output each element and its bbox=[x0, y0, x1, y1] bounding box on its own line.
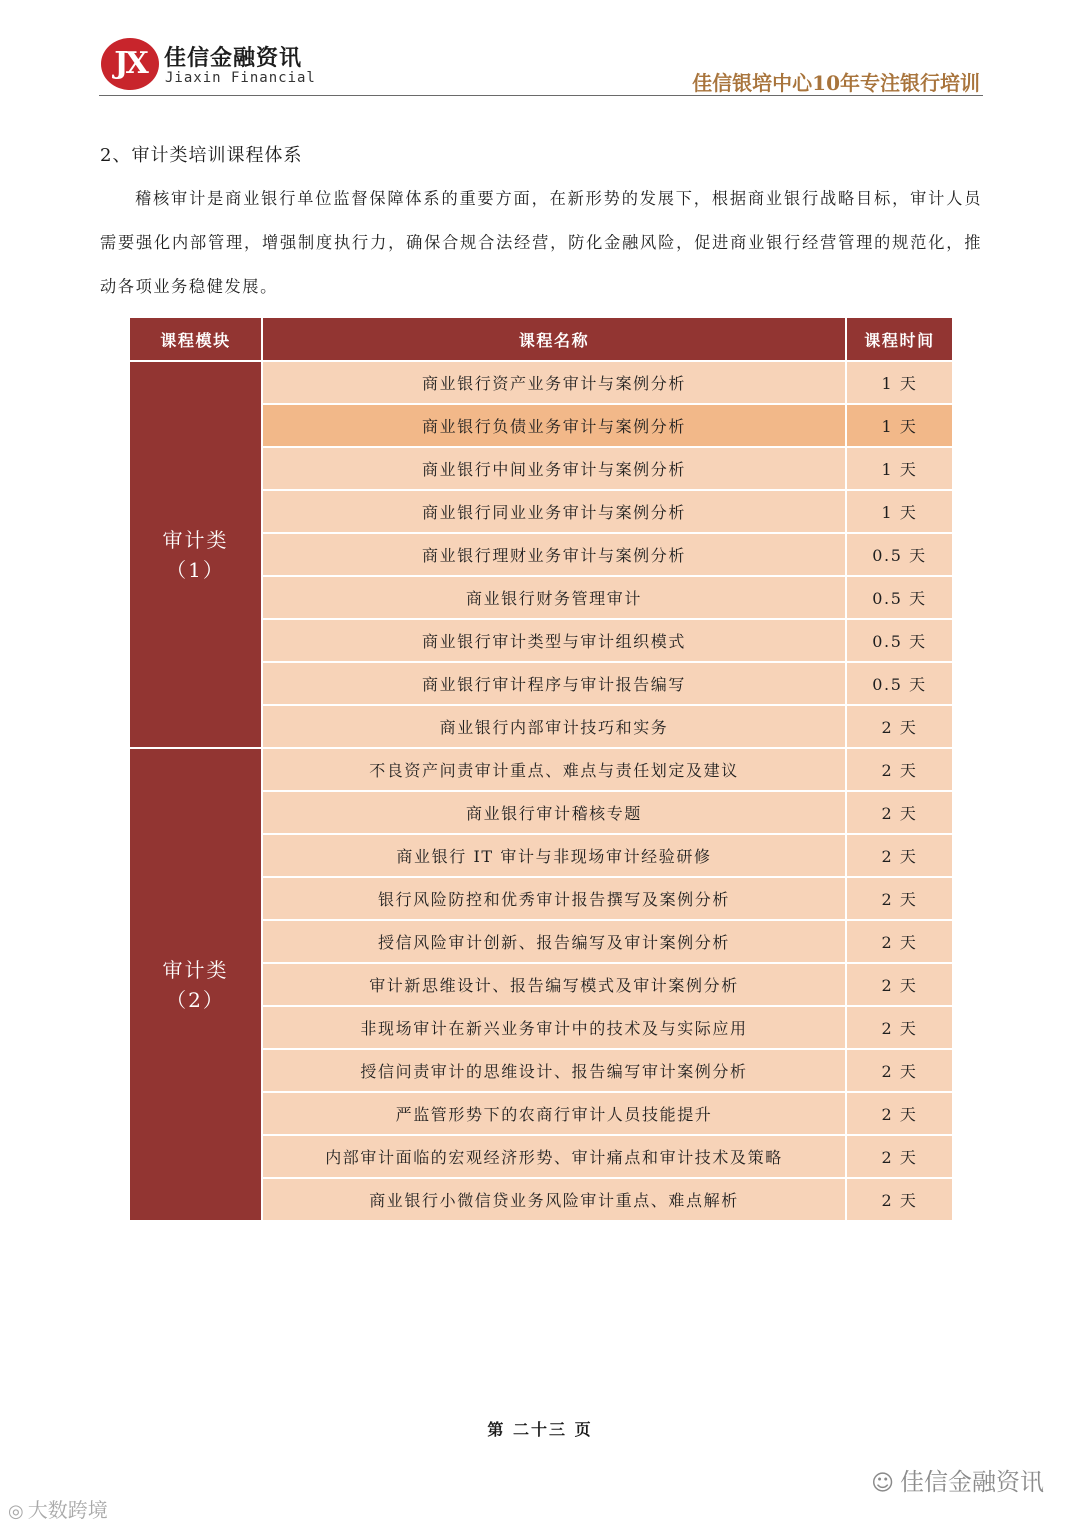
course-name-cell: 商业银行理财业务审计与案例分析 bbox=[262, 533, 846, 576]
page-number: 第 二十三 页 bbox=[487, 1420, 593, 1439]
course-name-cell: 商业银行审计稽核专题 bbox=[262, 791, 846, 834]
header-module: 课程模块 bbox=[129, 317, 262, 361]
jx-logo-icon: JX bbox=[101, 38, 159, 90]
header-time: 课程时间 bbox=[846, 317, 953, 361]
course-name-cell: 商业银行内部审计技巧和实务 bbox=[262, 705, 846, 748]
module-label: 审计类 bbox=[162, 957, 229, 982]
course-name-cell: 不良资产问责审计重点、难点与责任划定及建议 bbox=[262, 748, 846, 791]
course-name-cell: 商业银行中间业务审计与案例分析 bbox=[262, 447, 846, 490]
watermark-right bbox=[871, 1462, 1044, 1497]
module-cell bbox=[129, 361, 262, 748]
page-header bbox=[0, 0, 1080, 100]
wechat-icon: ☺ bbox=[871, 1471, 894, 1496]
course-time-cell: 2 天 bbox=[846, 963, 953, 1006]
course-time-cell: 1 天 bbox=[846, 490, 953, 533]
course-time-cell: 2 天 bbox=[846, 748, 953, 791]
brand-icon: ◎ bbox=[8, 1501, 24, 1522]
header-name: 课程名称 bbox=[262, 317, 846, 361]
course-name-cell: 商业银行资产业务审计与案例分析 bbox=[262, 361, 846, 404]
module-cell bbox=[129, 748, 262, 1221]
course-time-cell: 0.5 天 bbox=[846, 662, 953, 705]
course-time-cell: 2 天 bbox=[846, 920, 953, 963]
header-slogan: 佳信银培中心10年专注银行培训 bbox=[692, 71, 980, 95]
course-time-cell: 1 天 bbox=[846, 447, 953, 490]
course-time-cell: 2 天 bbox=[846, 1178, 953, 1221]
section-paragraph: 稽核审计是商业银行单位监督保障体系的重要方面，在新形势的发展下，根据商业银行战略目标，审计人员需要强化内部管理，增强制度执行力，确保合规合法经营，防化金融风险，促进商业银行经营管理的规范化，推动各项业务稳健发展。 bbox=[100, 189, 982, 296]
course-name-cell: 严监管形势下的农商行审计人员技能提升 bbox=[262, 1092, 846, 1135]
course-time-cell: 2 天 bbox=[846, 1049, 953, 1092]
course-name-cell: 审计新思维设计、报告编写模式及审计案例分析 bbox=[262, 963, 846, 1006]
header-divider bbox=[99, 95, 983, 96]
course-time-cell: 1 天 bbox=[846, 361, 953, 404]
course-name-cell: 授信问责审计的思维设计、报告编写审计案例分析 bbox=[262, 1049, 846, 1092]
module-label: 审计类 bbox=[162, 527, 229, 552]
course-name-cell: 商业银行同业业务审计与案例分析 bbox=[262, 490, 846, 533]
course-name-cell: 内部审计面临的宏观经济形势、审计痛点和审计技术及策略 bbox=[262, 1135, 846, 1178]
course-name-cell: 商业银行审计程序与审计报告编写 bbox=[262, 662, 846, 705]
course-name-cell: 商业银行小微信贷业务风险审计重点、难点解析 bbox=[262, 1178, 846, 1221]
table-row bbox=[129, 748, 953, 791]
course-name-cell: 授信风险审计创新、报告编写及审计案例分析 bbox=[262, 920, 846, 963]
course-time-cell: 2 天 bbox=[846, 1135, 953, 1178]
course-time-cell: 2 天 bbox=[846, 877, 953, 920]
course-time-cell: 1 天 bbox=[846, 404, 953, 447]
course-time-cell: 2 天 bbox=[846, 1006, 953, 1049]
course-name-cell: 商业银行审计类型与审计组织模式 bbox=[262, 619, 846, 662]
course-table bbox=[128, 316, 954, 1222]
watermark-right-text: 佳信金融资讯 bbox=[900, 1468, 1044, 1496]
course-time-cell: 0.5 天 bbox=[846, 533, 953, 576]
course-name-cell: 商业银行财务管理审计 bbox=[262, 576, 846, 619]
course-name-cell: 非现场审计在新兴业务审计中的技术及与实际应用 bbox=[262, 1006, 846, 1049]
course-time-cell: 2 天 bbox=[846, 834, 953, 877]
course-name-cell: 商业银行负债业务审计与案例分析 bbox=[262, 404, 846, 447]
course-time-cell: 2 天 bbox=[846, 791, 953, 834]
table-header-row bbox=[129, 317, 953, 361]
course-time-cell: 0.5 天 bbox=[846, 619, 953, 662]
course-name-cell: 商业银行 IT 审计与非现场审计经验研修 bbox=[262, 834, 846, 877]
watermark-left bbox=[8, 1494, 108, 1523]
brand-name-cn: 佳信金融资讯 bbox=[164, 46, 303, 71]
course-name-cell: 银行风险防控和优秀审计报告撰写及案例分析 bbox=[262, 877, 846, 920]
module-sub-label: （2） bbox=[166, 987, 225, 1012]
course-time-cell: 0.5 天 bbox=[846, 576, 953, 619]
table-row bbox=[129, 361, 953, 404]
watermark-left-text: 大数跨境 bbox=[27, 1498, 108, 1522]
section-title: 2、审计类培训课程体系 bbox=[100, 145, 303, 166]
module-sub-label: （1） bbox=[166, 557, 225, 582]
course-time-cell: 2 天 bbox=[846, 1092, 953, 1135]
brand-name-en: Jiaxin Financial bbox=[165, 70, 316, 86]
table-body bbox=[129, 361, 953, 1221]
course-time-cell: 2 天 bbox=[846, 705, 953, 748]
